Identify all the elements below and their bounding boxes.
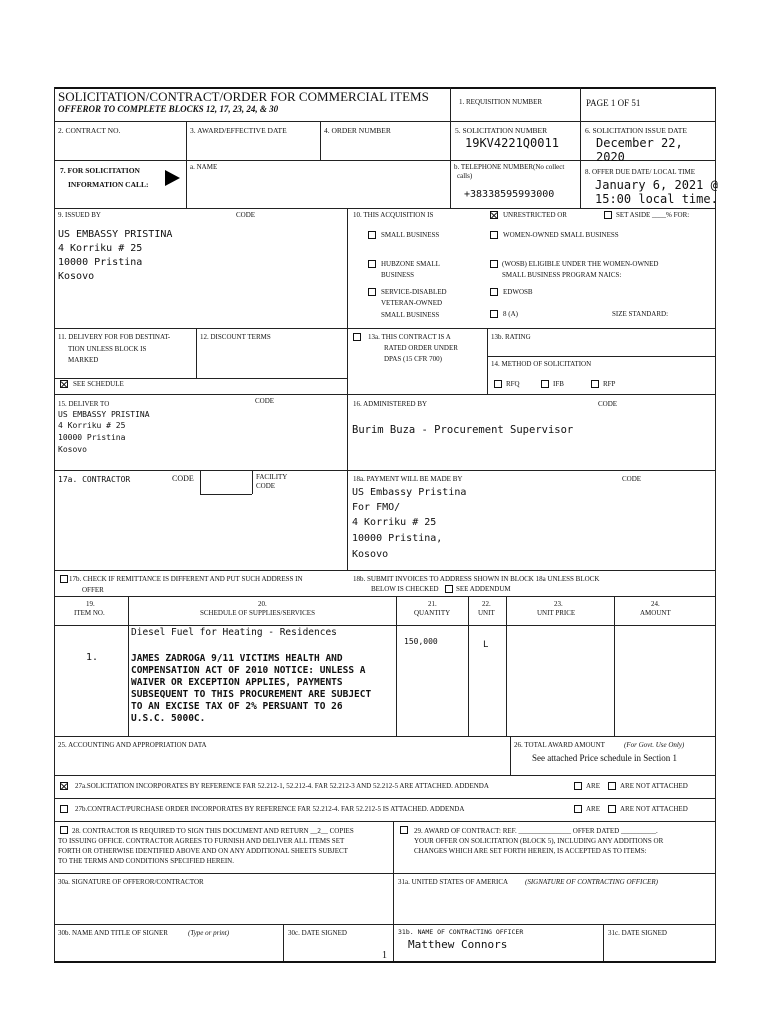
27b-checkbox[interactable]	[60, 805, 68, 813]
deliver-to-line3: 10000 Pristina	[58, 433, 126, 442]
arrow-right-icon	[165, 170, 180, 186]
27a-checkbox[interactable]	[60, 782, 68, 790]
due-date-line2[interactable]: 15:00 local time.	[595, 192, 718, 206]
delivery-fob-label-1: 11. DELIVERY FOR FOB DESTINAT-	[58, 333, 171, 341]
issued-by-label: 9. ISSUED BY	[58, 211, 101, 219]
contract-no-label: 2. CONTRACT NO.	[58, 126, 121, 135]
wosb-label-1: (WOSB) ELIGIBLE UNDER THE WOMEN-OWNED	[502, 260, 659, 268]
rfq-label: RFQ	[506, 380, 520, 388]
facility-code-label-2: CODE	[256, 482, 276, 490]
sdvosb-label-3: SMALL BUSINESS	[381, 311, 440, 319]
28-line2: TO ISSUING OFFICE. CONTRACTOR AGREES TO FURNISH AND DELIVER ALL ITEMS SET	[58, 837, 345, 845]
28-line1: 28. CONTRACTOR IS REQUIRED TO SIGN THIS DOCUMENT AND RETURN __2__ COPIES	[72, 827, 354, 835]
zadroga-notice-6: U.S.C. 5000C.	[131, 713, 206, 724]
issued-by-line1: US EMBASSY PRISTINA	[58, 229, 173, 240]
name-label: a. NAME	[190, 163, 218, 171]
method-label: 14. METHOD OF SOLICITATION	[491, 360, 592, 368]
unrestricted-checkbox[interactable]	[490, 211, 498, 219]
27b-are-label: ARE	[586, 805, 600, 813]
29-line1: 29. AWARD OF CONTRACT: REF. _______________ OFFER DATED __________.	[414, 827, 658, 835]
27b-label: 27b.CONTRACT/PURCHASE ORDER INCORPORATES BY REFERENCE FAR 52.212-4. FAR 52.212-5 IS ATTACHED. ADDENDA	[75, 805, 465, 813]
zadroga-notice-5: TO AN EXCISE TAX OF 2% PERSUANT TO 26	[131, 701, 343, 712]
28-checkbox[interactable]	[60, 826, 68, 834]
zadroga-notice-1: JAMES ZADROGA 9/11 VICTIMS HEALTH AND	[131, 653, 343, 664]
see-schedule-checkbox[interactable]	[60, 380, 68, 388]
deliver-to-line4: Kosovo	[58, 445, 87, 454]
solicitation-number[interactable]: 19KV4221Q0011	[465, 136, 559, 150]
requisition-label: 1. REQUISITION NUMBER	[459, 98, 543, 106]
schedule-header-2: SCHEDULE OF SUPPLIES/SERVICES	[200, 609, 315, 617]
rating-label: 13b. RATING	[491, 333, 531, 341]
hubzone-label-2: BUSINESS	[381, 271, 415, 279]
deliver-to-code-label: CODE	[255, 397, 275, 405]
see-schedule-label: SEE SCHEDULE	[73, 380, 124, 388]
form-title: SOLICITATION/CONTRACT/ORDER FOR COMMERCIAL ITEMS	[58, 89, 429, 104]
payment-line2: For FMO/	[352, 502, 401, 513]
award-date-label: 3. AWARD/EFFECTIVE DATE	[190, 126, 287, 135]
offeror-date-label: 30c. DATE SIGNED	[288, 929, 347, 937]
amount-header-1: 24.	[651, 600, 660, 608]
payment-label: 18a. PAYMENT WILL BE MADE BY	[353, 475, 463, 483]
payment-line3: 4 Korriku # 25	[352, 517, 437, 528]
officer-signature-label: 31a. UNITED STATES OF AMERICA	[398, 878, 509, 886]
unit-header-1: 22.	[482, 600, 491, 608]
27b-are-not-checkbox[interactable]	[608, 805, 616, 813]
invoice-label-1: 18b. SUBMIT INVOICES TO ADDRESS SHOWN IN BLOCK 18a UNLESS BLOCK	[353, 575, 600, 583]
administered-by-value: Burim Buza - Procurement Supervisor	[352, 424, 574, 436]
issue-date-line1[interactable]: December 22,	[596, 136, 683, 150]
edwosb-label: EDWOSB	[503, 288, 533, 296]
order-number-label: 4. ORDER NUMBER	[324, 126, 391, 135]
27a-label: 27a.SOLICITATION INCORPORATES BY REFERENCE FAR 52.212-1, 52.212-4. FAR 52.212-3 AND 52.212-5 ARE ATTACHED. ADDENDA	[75, 782, 489, 790]
officer-name-label: 31b. NAME OF CONTRACTING OFFICER	[398, 928, 524, 936]
rated-order-label-3: DPAS (15 CFR 700)	[384, 355, 442, 363]
27a-are-not-checkbox[interactable]	[608, 782, 616, 790]
schedule-header-1: 20.	[258, 600, 267, 608]
zadroga-notice-2: COMPENSATION ACT OF 2010 NOTICE: UNLESS A	[131, 665, 366, 676]
due-date-line1[interactable]: January 6, 2021 @	[595, 178, 718, 192]
delivery-fob-label-2: TION UNLESS BLOCK IS	[68, 345, 147, 353]
8a-checkbox[interactable]	[490, 310, 498, 318]
payment-line5: Kosovo	[352, 549, 389, 560]
quantity-header-1: 21.	[428, 600, 437, 608]
total-award-label: 26. TOTAL AWARD AMOUNT	[514, 741, 605, 749]
item-number: 1.	[86, 652, 99, 663]
payment-line1: US Embassy Pristina	[352, 487, 467, 498]
27a-are-checkbox[interactable]	[574, 782, 582, 790]
ifb-checkbox[interactable]	[541, 380, 549, 388]
rated-order-checkbox[interactable]	[353, 333, 361, 341]
29-line3: CHANGES WHICH ARE SET FORTH HEREIN, IS ACCEPTED AS TO ITEMS:	[414, 847, 647, 855]
deliver-to-line1: US EMBASSY PRISTINA	[58, 410, 150, 419]
29-checkbox[interactable]	[400, 826, 408, 834]
28-line3: FORTH OR OTHERWISE IDENTIFIED ABOVE AND ON ANY ADDITIONAL SHEETS SUBJECT	[58, 847, 348, 855]
signer-name-label: 30b. NAME AND TITLE OF SIGNER	[58, 929, 168, 937]
ifb-label: IFB	[553, 380, 564, 388]
remittance-label-1: 17b. CHECK IF REMITTANCE IS DIFFERENT AND PUT SUCH ADDRESS IN	[69, 575, 303, 583]
payment-code-label: CODE	[622, 475, 642, 483]
officer-signature-note: (SIGNATURE OF CONTRACTING OFFICER)	[525, 878, 658, 886]
info-call-label-1: 7. FOR SOLICITATION	[60, 166, 140, 175]
telephone-label-1: b. TELEPHONE NUMBER(No collect	[454, 163, 565, 171]
sdvosb-label-1: SERVICE-DISABLED	[381, 288, 447, 296]
unrestricted-label: UNRESTRICTED OR	[503, 211, 567, 219]
setaside-checkbox[interactable]	[604, 211, 612, 219]
wosb-checkbox[interactable]	[490, 260, 498, 268]
rfp-checkbox[interactable]	[591, 380, 599, 388]
item-unit: L	[483, 640, 489, 650]
facility-code-label-1: FACILITY	[256, 473, 288, 481]
27b-are-not-label: ARE NOT ATTACHED	[620, 805, 688, 813]
8a-label: 8 (A)	[503, 310, 518, 318]
due-date-label: 8. OFFER DUE DATE/ LOCAL TIME	[585, 168, 696, 176]
issue-date-label: 6. SOLICITATION ISSUE DATE	[585, 126, 687, 135]
rfq-checkbox[interactable]	[494, 380, 502, 388]
small-business-checkbox[interactable]	[368, 231, 376, 239]
acquisition-label: 10. THIS ACQUISITION IS	[353, 211, 434, 219]
contractor-label: 17a. CONTRACTOR	[58, 475, 131, 484]
women-owned-checkbox[interactable]	[490, 231, 498, 239]
administered-code-label: CODE	[598, 400, 618, 408]
issued-by-line2: 4 Korriku # 25	[58, 243, 143, 254]
item-no-header-1: 19.	[86, 600, 95, 608]
payment-line4: 10000 Pristina,	[352, 533, 443, 544]
item-description: Diesel Fuel for Heating - Residences	[131, 627, 337, 638]
administered-by-label: 16. ADMINISTERED BY	[353, 400, 428, 408]
telephone-label-2: calls)	[457, 172, 473, 180]
rated-order-label-2: RATED ORDER UNDER	[384, 344, 458, 352]
zadroga-notice-3: WAIVER OR EXCEPTION APPLIES, PAYMENTS	[131, 677, 343, 688]
amount-header-2: AMOUNT	[640, 609, 671, 617]
officer-name: Matthew Connors	[408, 938, 508, 951]
remittance-label-2: OFFER	[82, 586, 104, 594]
accounting-label: 25. ACCOUNTING AND APPROPRIATION DATA	[58, 741, 207, 749]
info-call-label-2: INFORMATION CALL:	[68, 180, 149, 189]
signer-name-note: (Type or print)	[188, 929, 230, 937]
issued-by-line3: 10000 Pristina	[58, 257, 143, 268]
remittance-checkbox[interactable]	[60, 575, 68, 583]
offeror-signature-label: 30a. SIGNATURE OF OFFEROR/CONTRACTOR	[58, 878, 204, 886]
women-owned-label: WOMEN-OWNED SMALL BUSINESS	[503, 231, 619, 239]
addendum-label: SEE ADDENDUM	[456, 585, 511, 593]
unit-header-2: UNIT	[478, 609, 495, 617]
edwosb-checkbox[interactable]	[490, 288, 498, 296]
wosb-label-2: SMALL BUSINESS PROGRAM NAICS:	[502, 271, 622, 279]
size-standard-label: SIZE STANDARD:	[612, 310, 669, 318]
setaside-label: SET ASIDE ____% FOR:	[616, 211, 690, 219]
discount-terms-label: 12. DISCOUNT TERMS	[200, 333, 271, 341]
page-number: PAGE 1 OF 51	[586, 98, 641, 108]
issued-by-line4: Kosovo	[58, 271, 95, 282]
27a-are-label: ARE	[586, 782, 600, 790]
rated-order-label-1: 13a. THIS CONTRACT IS A	[368, 333, 451, 341]
small-business-label: SMALL BUSINESS	[381, 231, 440, 239]
contractor-code-label: CODE	[172, 474, 194, 483]
issue-date-line2[interactable]: 2020	[596, 150, 625, 164]
issued-by-code-label: CODE	[236, 211, 256, 219]
invoice-label-2: BELOW IS CHECKED	[371, 585, 439, 593]
total-award-value: See attached Price schedule in Section 1	[532, 753, 677, 763]
deliver-to-label: 15. DELIVER TO	[58, 400, 110, 408]
29-line2: YOUR OFFER ON SOLICITATION (BLOCK 5), INCLUDING ANY ADDITIONS OR	[414, 837, 664, 845]
footer-page-number: 1	[382, 950, 387, 961]
officer-date-label: 31c. DATE SIGNED	[608, 929, 667, 937]
rfp-label: RFP	[603, 380, 616, 388]
sdvosb-checkbox[interactable]	[368, 288, 376, 296]
zadroga-notice-4: SUBSEQUENT TO THIS PROCUREMENT ARE SUBJECT	[131, 689, 372, 700]
solicitation-number-label: 5. SOLICITATION NUMBER	[455, 126, 548, 135]
hubzone-label-1: HUBZONE SMALL	[381, 260, 440, 268]
unit-price-header-2: UNIT PRICE	[537, 609, 576, 617]
delivery-fob-label-3: MARKED	[68, 356, 99, 364]
hubzone-checkbox[interactable]	[368, 260, 376, 268]
item-no-header-2: ITEM NO.	[74, 609, 105, 617]
total-award-note: (For Govt. Use Only)	[624, 741, 685, 749]
unit-price-header-1: 23.	[554, 600, 563, 608]
27b-are-checkbox[interactable]	[574, 805, 582, 813]
deliver-to-line2: 4 Korriku # 25	[58, 421, 126, 430]
addendum-checkbox[interactable]	[445, 585, 453, 593]
telephone-number[interactable]: +38338595993000	[464, 189, 555, 200]
form-subtitle: OFFEROR TO COMPLETE BLOCKS 12, 17, 23, 24, & 30	[58, 104, 279, 114]
item-quantity: 150,000	[404, 637, 438, 646]
sdvosb-label-2: VETERAN-OWNED	[381, 299, 443, 307]
27a-are-not-label: ARE NOT ATTACHED	[620, 782, 688, 790]
28-line4: TO THE TERMS AND CONDITIONS SPECIFIED HEREIN.	[58, 857, 234, 865]
quantity-header-2: QUANTITY	[414, 609, 451, 617]
